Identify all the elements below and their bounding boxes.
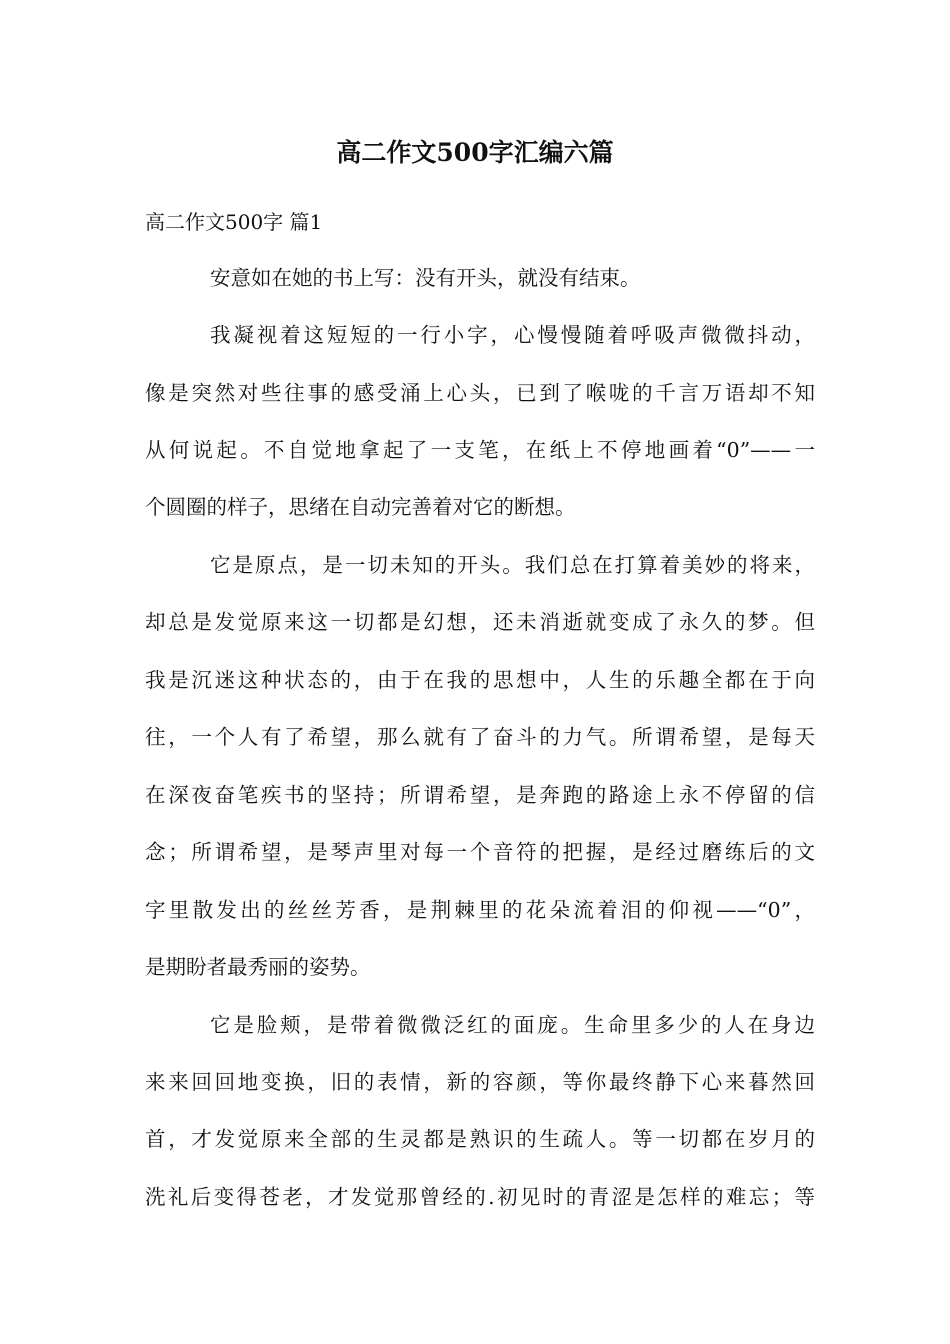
section-heading: 高二作文500字 篇1	[145, 210, 323, 234]
paragraph-line: 在深夜奋笔疾书的坚持；所谓希望，是奔跑的路途上永不停留的信	[145, 783, 815, 807]
document-title: 高二作文500字汇编六篇	[336, 138, 614, 167]
paragraph-line: 像是突然对些往事的感受涌上心头，已到了喉咙的千言万语却不知	[145, 381, 815, 405]
paragraph-line: 却总是发觉原来这一切都是幻想，还未消逝就变成了永久的梦。但	[145, 610, 815, 634]
paragraph-line: 它是脸颊，是带着微微泛红的面庞。生命里多少的人在身边	[210, 1013, 815, 1037]
paragraph-line: 字里散发出的丝丝芳香，是荆棘里的花朵流着泪的仰视——“0”，	[145, 898, 815, 922]
paragraph-line: 我是沉迷这种状态的，由于在我的思想中，人生的乐趣全都在于向	[145, 668, 815, 692]
paragraph-line: 往，一个人有了希望，那么就有了奋斗的力气。所谓希望，是每天	[145, 725, 815, 749]
paragraph-line: 来来回回地变换，旧的表情，新的容颜，等你最终静下心来暮然回	[145, 1070, 815, 1094]
paragraph-line: 洗礼后变得苍老，才发觉那曾经的.初见时的青涩是怎样的难忘；等	[145, 1185, 815, 1209]
paragraph-line: 它是原点，是一切未知的开头。我们总在打算着美妙的将来，	[210, 553, 815, 577]
paragraph-line: 首，才发觉原来全部的生灵都是熟识的生疏人。等一切都在岁月的	[145, 1127, 815, 1151]
paragraph-line: 我凝视着这短短的一行小字，心慢慢随着呼吸声微微抖动，	[210, 323, 815, 347]
paragraph-line: 念；所谓希望，是琴声里对每一个音符的把握，是经过磨练后的文	[145, 840, 815, 864]
paragraph-line: 从何说起。不自觉地拿起了一支笔，在纸上不停地画着“0”——一	[145, 438, 815, 462]
paragraph-line: 个圆圈的样子，思绪在自动完善着对它的断想。	[145, 495, 576, 519]
paragraph-line: 是期盼者最秀丽的姿势。	[145, 955, 371, 979]
paragraph-line: 安意如在她的书上写：没有开头，就没有结束。	[210, 266, 641, 290]
